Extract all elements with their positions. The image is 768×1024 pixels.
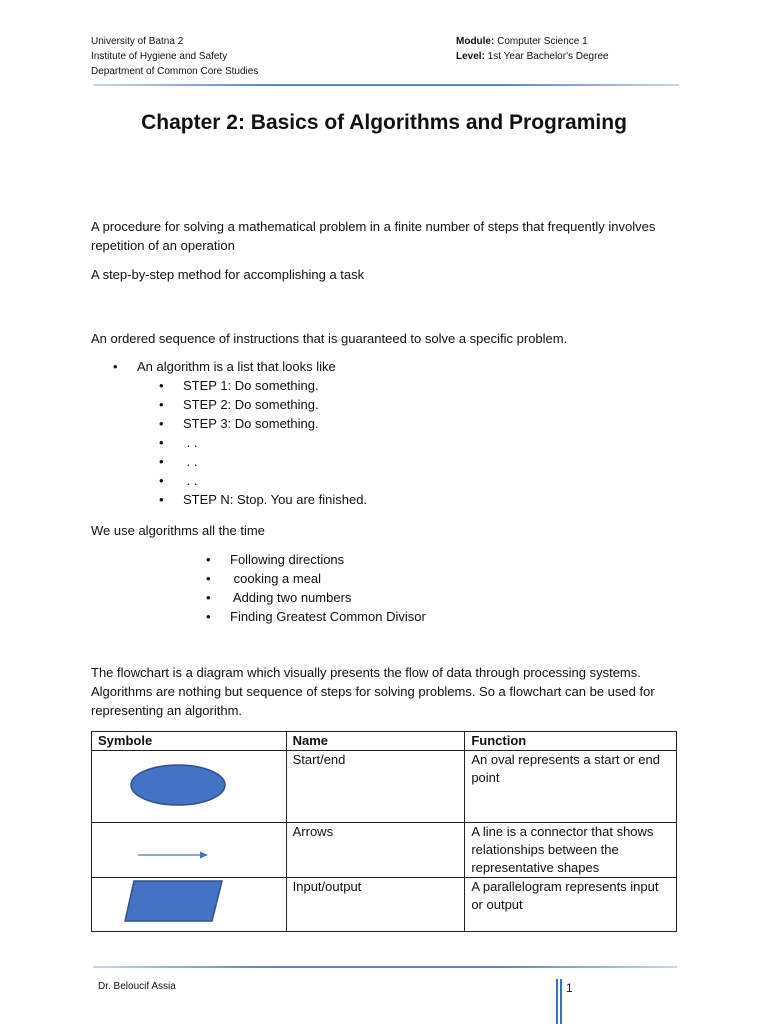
table-row — [92, 751, 677, 823]
list-item: • . . — [159, 435, 198, 450]
definition-1: A procedure for solving a mathematical problem in a finite number of steps that frequently involves repetition of an operation — [91, 219, 656, 253]
list-item: • cooking a meal — [206, 571, 322, 586]
table-header: Function — [465, 732, 677, 751]
table-cell: A line is a connector that shows relationships between the representative shapes — [465, 823, 677, 878]
table-row — [92, 878, 677, 932]
table-cell: Input/output — [286, 878, 465, 932]
header-rule — [93, 84, 679, 86]
arrow-symbol — [92, 823, 282, 877]
flowchart-paragraph: The flowchart is a diagram which visually presents the flow of data through processing systems. Algorithms are nothing but sequence of steps for solving problems. So a flowchart can be used for representing an algorithm. — [91, 665, 655, 718]
header-department: Department of Common Core Studies — [91, 66, 259, 77]
uses-list — [206, 550, 426, 626]
flowchart-symbols-table — [91, 731, 677, 932]
list-item: • STEP 3: Do something. — [159, 416, 319, 431]
steps-list — [159, 376, 367, 509]
list-item: • STEP N: Stop. You are finished. — [159, 492, 368, 507]
oval-symbol — [92, 751, 282, 821]
table-header-row — [92, 732, 677, 751]
table-cell: Arrows — [286, 823, 465, 878]
definition-2: A step-by-step method for accomplishing a task — [91, 267, 365, 282]
parallelogram-symbol — [92, 878, 282, 932]
table-header: Symbole — [92, 732, 287, 751]
page-number: 1 — [566, 981, 573, 995]
symbol-cell — [92, 823, 287, 878]
list-item: • STEP 2: Do something. — [159, 397, 319, 412]
list-item: • Adding two numbers — [206, 590, 352, 605]
list-item: • STEP 1: Do something. — [159, 378, 319, 393]
table-cell: A parallelogram represents input or output — [465, 878, 677, 932]
list-item: • Following directions — [206, 552, 345, 567]
footer-rule — [93, 966, 677, 968]
symbol-cell — [92, 878, 287, 932]
header-course-info — [456, 34, 609, 64]
list-intro-text: An algorithm is a list that looks like — [137, 359, 336, 374]
header-university: University of Batna 2 — [91, 36, 184, 47]
table-cell: Start/end — [286, 751, 465, 823]
header-institution — [91, 34, 258, 79]
header-institute: Institute of Hygiene and Safety — [91, 51, 228, 62]
table-cell: An oval represents a start or end point — [465, 751, 677, 823]
list-item: • . . — [159, 454, 198, 469]
list-item: • . . — [159, 473, 198, 488]
uses-intro: We use algorithms all the time — [91, 523, 265, 538]
page-title: Chapter 2: Basics of Algorithms and Programing — [141, 111, 627, 134]
table-header: Name — [286, 732, 465, 751]
bullet: • — [113, 359, 118, 374]
list-intro-item — [113, 357, 336, 376]
definition-3: An ordered sequence of instructions that is guaranteed to solve a specific problem. — [91, 331, 568, 346]
footer-author: Dr. Beloucif Assia — [98, 981, 176, 992]
table-row — [92, 823, 677, 878]
footer-divider — [560, 979, 562, 1024]
header-level: Level: 1st Year Bachelor's Degree — [456, 51, 609, 62]
list-item: • Finding Greatest Common Divisor — [206, 609, 426, 624]
header-module: Module: Computer Science 1 — [456, 36, 588, 47]
footer-divider — [556, 979, 558, 1024]
symbol-cell — [92, 751, 287, 823]
